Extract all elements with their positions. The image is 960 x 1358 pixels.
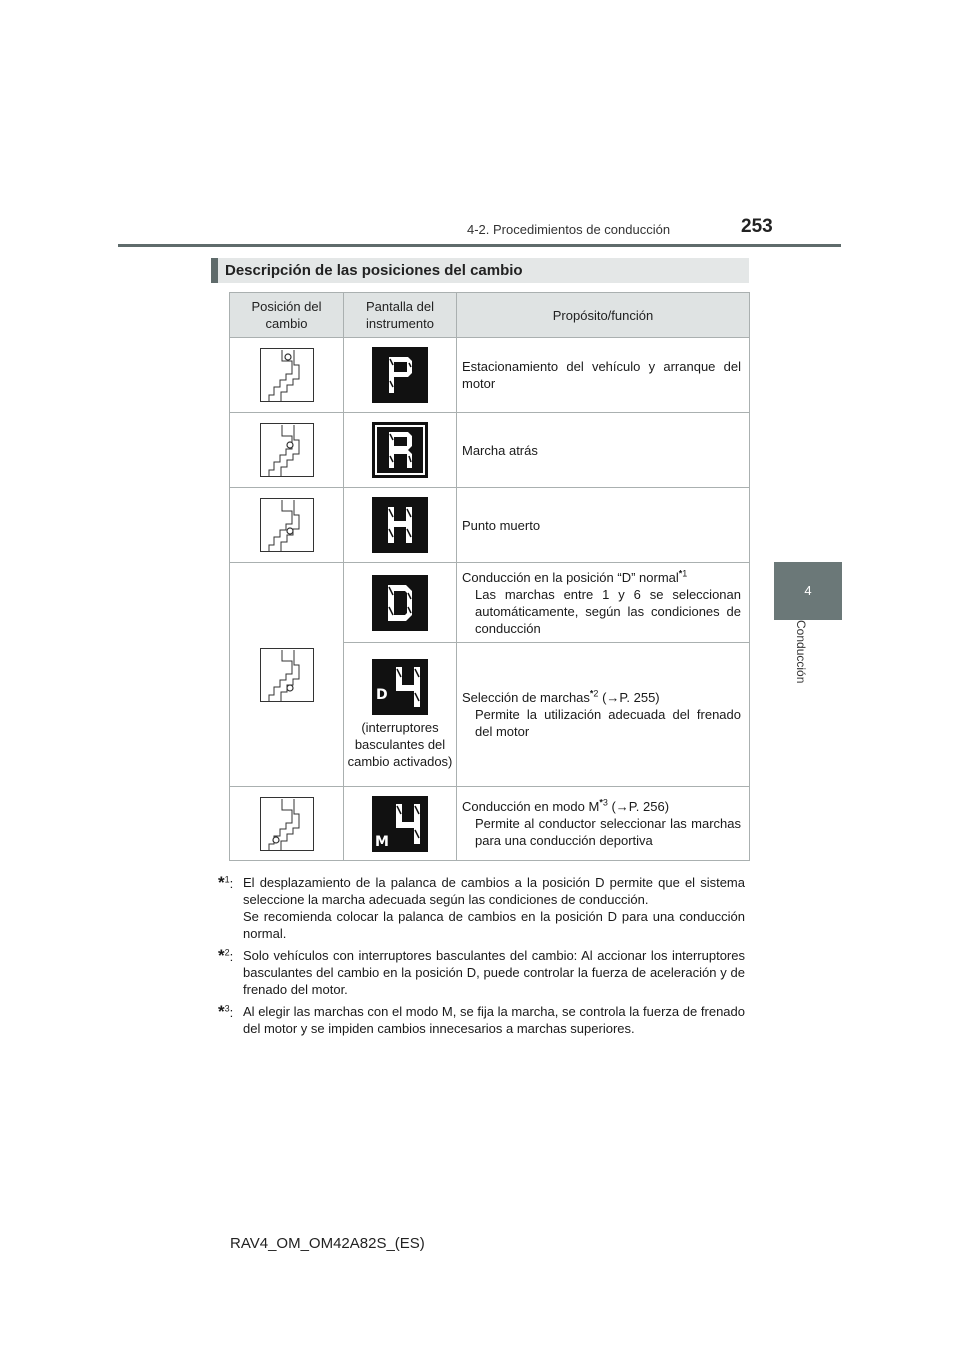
- table-row: [230, 787, 750, 861]
- chapter-tab[interactable]: 4: [774, 562, 842, 620]
- gear-lever-n-icon: [260, 498, 314, 552]
- table-row: [230, 413, 750, 488]
- function-detail: Permite al conductor seleccionar las marchas para una conducción deportiva: [475, 816, 741, 848]
- table-row: [230, 488, 750, 563]
- display-p-icon: [372, 347, 428, 403]
- page-reference-link[interactable]: (→P. 256): [611, 799, 670, 814]
- function-detail: Las marchas entre 1 y 6 se seleccionan automáticamente, según las condiciones de conducción: [475, 586, 741, 636]
- footnote: [218, 874, 745, 942]
- gear-lever-r-icon: [260, 423, 314, 477]
- display-cell: [344, 787, 457, 861]
- footnote-label: *$^3$:: [218, 1002, 234, 1021]
- lever-cell: [230, 338, 344, 413]
- document-code: RAV4_OM_OM42A82S_(ES): [230, 1235, 425, 1252]
- page-reference-link[interactable]: (→P. 255): [602, 690, 660, 705]
- shift-positions-table: [229, 292, 750, 861]
- function-text: Conducción en modo M: [462, 799, 600, 814]
- lever-cell: [230, 787, 344, 861]
- gear-lever-m-icon: [260, 797, 314, 851]
- display-n-icon: [372, 497, 428, 553]
- function-cell: [457, 643, 750, 787]
- footnote-text: Se recomienda colocar la palanca de cambios en la posición D para una conducción normal.: [243, 909, 745, 941]
- display-d-icon: [372, 575, 428, 631]
- footnote-ref: 3: [602, 797, 608, 808]
- footnote-label: *$^2$:: [218, 946, 234, 965]
- display-note: (interruptores basculantes del cambio activados): [347, 720, 453, 769]
- table-row: [230, 563, 750, 643]
- function-cell: [457, 488, 750, 563]
- lever-cell: [230, 563, 344, 787]
- footnote-text: Al elegir las marchas con el modo M, se fija la marcha, se controla la fuerza de frenado del motor y se impiden cambios innecesarios a marchas superiores.: [243, 1004, 745, 1036]
- footnote: [218, 1003, 745, 1037]
- header-rule: [118, 244, 841, 247]
- display-mode-letter: D: [376, 687, 388, 703]
- display-d4-icon: [372, 659, 428, 715]
- lever-cell: [230, 413, 344, 488]
- column-header-display: Pantalla del instrumento: [344, 293, 457, 338]
- display-cell: [344, 563, 457, 643]
- footnote-ref: 1: [682, 568, 688, 579]
- function-text: Marcha atrás: [462, 442, 538, 458]
- display-mode-letter: M: [375, 833, 389, 850]
- display-cell: [344, 488, 457, 563]
- table-row: [230, 338, 750, 413]
- running-header-section: 4-2. Procedimientos de conducción: [467, 222, 671, 237]
- display-m4-icon: [372, 796, 428, 852]
- footnote-mark: *: [599, 797, 603, 808]
- table-header-row: [230, 293, 750, 338]
- chapter-label-text: Conducción: [794, 620, 808, 684]
- column-header-function: Propósito/función: [457, 293, 750, 338]
- lever-cell: [230, 488, 344, 563]
- section-title: Descripción de las posiciones del cambio: [225, 262, 523, 279]
- section-title-bar: [211, 258, 749, 283]
- page-number: 253: [741, 216, 773, 237]
- function-cell: [457, 413, 750, 488]
- gear-lever-d-icon: [260, 648, 314, 702]
- footnote-mark: *: [589, 688, 594, 699]
- footnote-text: Solo vehículos con interruptores basculantes del cambio: Al accionar los interruptores basculantes del cambio en la posición D, puede controlar la fuerza de aceleración y de frenado del motor.: [243, 948, 745, 997]
- chapter-label: [774, 620, 842, 750]
- function-cell: [457, 787, 750, 861]
- display-r-icon: [372, 422, 428, 478]
- display-cell: [344, 413, 457, 488]
- gear-lever-p-icon: [260, 348, 314, 402]
- function-text: Punto muerto: [462, 517, 541, 533]
- function-detail: Permite la utilización adecuada del frenado del motor: [475, 707, 741, 739]
- function-text: Conducción en la posición “D” normal: [462, 569, 679, 585]
- footnote-text: El desplazamiento de la palanca de cambios a la posición D permite que el sistema seleccione la marcha adecuada según las condiciones de conducción.: [243, 875, 745, 907]
- function-cell: [457, 563, 750, 643]
- section-title-accent: [211, 258, 218, 283]
- footnotes: [218, 874, 745, 1042]
- footnote-mark: *: [678, 568, 683, 579]
- column-header-position: Posición del cambio: [230, 293, 344, 338]
- footnote-ref: 2: [593, 688, 599, 699]
- function-text: Selección de marchas: [462, 690, 590, 705]
- display-cell: [344, 338, 457, 413]
- footnote: [218, 947, 745, 998]
- display-cell: [344, 643, 457, 787]
- footnote-label: *$^1$:: [218, 873, 234, 892]
- function-cell: [457, 338, 750, 413]
- function-text: Estacionamiento del vehículo y arranque del motor: [462, 359, 741, 391]
